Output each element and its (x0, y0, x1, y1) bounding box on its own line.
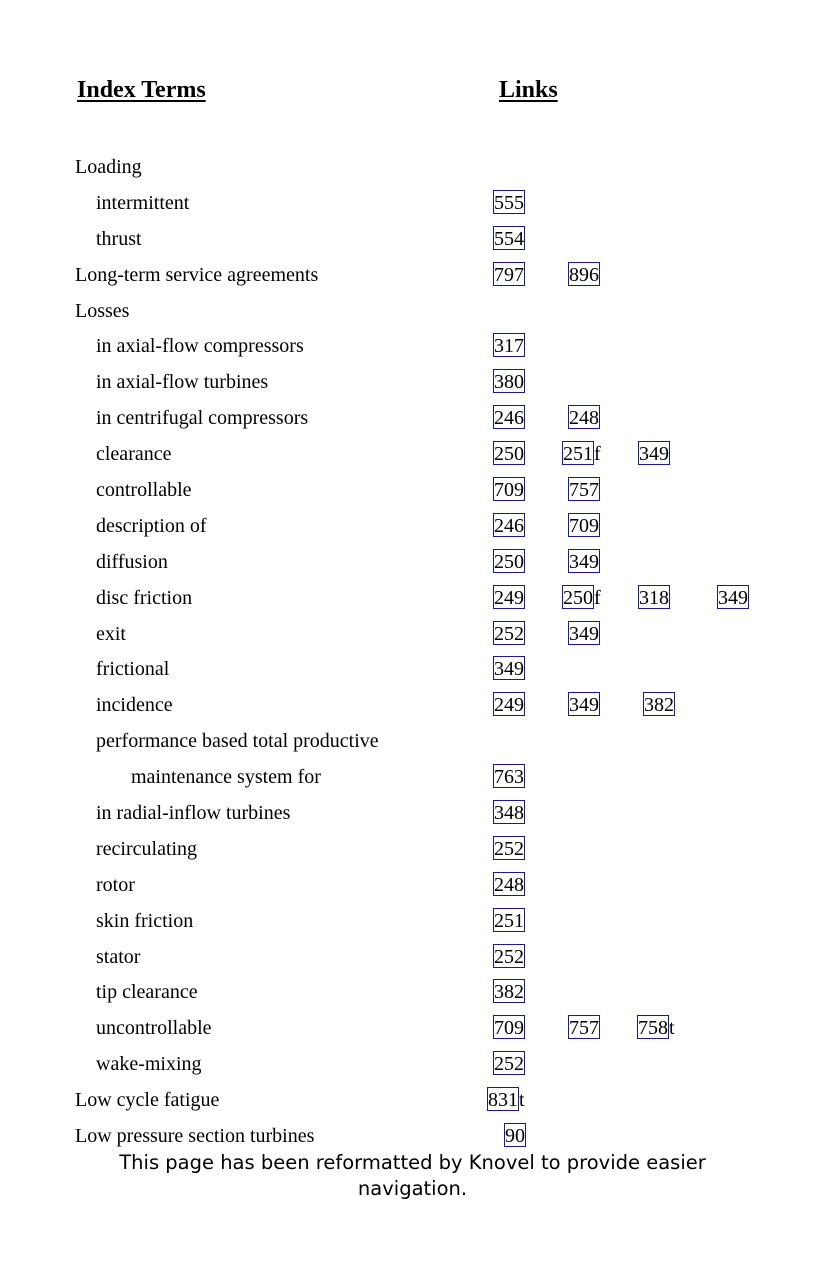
index-entry-row (0, 508, 825, 544)
page-link[interactable] (493, 262, 525, 286)
page-link[interactable] (487, 1087, 525, 1111)
page-link-number[interactable]: 709 (494, 479, 524, 502)
index-term-main: Loading (75, 156, 142, 178)
page-link-number[interactable]: 252 (494, 622, 524, 645)
index-term-sub: intermittent (96, 191, 190, 214)
page-link[interactable] (568, 621, 600, 645)
index-term-sub: disc friction (96, 586, 193, 609)
knovel-footer-note (100, 1150, 725, 1202)
page-link[interactable] (493, 405, 525, 429)
page-link[interactable] (493, 1015, 525, 1039)
index-entry-row (0, 616, 825, 652)
page-link-number[interactable]: 709 (569, 514, 599, 537)
index-term-sub: wake-mixing (96, 1053, 202, 1076)
page-link[interactable] (493, 800, 525, 824)
index-entry-row (0, 257, 825, 293)
page-link[interactable] (493, 979, 525, 1003)
page-link-number[interactable]: 349 (569, 694, 599, 717)
page-link-number[interactable]: 382 (644, 694, 674, 717)
page-link[interactable] (638, 585, 670, 609)
page-link-number[interactable]: 757 (569, 479, 599, 502)
page-link[interactable] (568, 1015, 600, 1039)
page-link-number[interactable]: 896 (569, 263, 599, 286)
links-header: Links (499, 77, 558, 103)
page-link-number[interactable]: 554 (494, 227, 524, 250)
page-link-number[interactable]: 380 (494, 371, 524, 394)
page-link-suffix: t (669, 1017, 675, 1040)
index-term-main: Low cycle fatigue (75, 1089, 220, 1112)
page-link-number[interactable]: 757 (569, 1017, 599, 1040)
index-entry-row (0, 580, 825, 616)
page-link[interactable] (568, 262, 600, 286)
index-entry-row (0, 185, 825, 221)
index-entry-row (0, 903, 825, 939)
index-entry-row (0, 544, 825, 580)
page-link-number[interactable]: 349 (569, 550, 599, 573)
page-link-number[interactable]: 248 (569, 407, 599, 430)
page-link[interactable] (493, 369, 525, 393)
index-term-sub: skin friction (96, 909, 194, 932)
index-term-sub: incidence (96, 694, 173, 717)
page-link-number[interactable]: 758 (638, 1017, 668, 1040)
page-link[interactable] (568, 477, 600, 501)
page-link[interactable] (493, 621, 525, 645)
page-link-suffix: f (594, 586, 601, 609)
page-link-number[interactable]: 246 (494, 514, 524, 537)
page-link-number[interactable]: 249 (494, 694, 524, 717)
page-link-number[interactable]: 797 (494, 263, 524, 286)
page-link-suffix: t (519, 1089, 525, 1112)
index-term-sub: stator (96, 945, 141, 968)
index-term-main: Long-term service agreements (75, 263, 319, 286)
page-link[interactable] (568, 549, 600, 573)
page-link-number[interactable]: 317 (494, 335, 524, 358)
page-link-number[interactable]: 252 (494, 1053, 524, 1076)
page-link-number[interactable]: 348 (494, 802, 524, 825)
index-entry-row (0, 1010, 825, 1046)
index-term-sub: controllable (96, 479, 192, 502)
index-entry-row (0, 293, 825, 329)
index-term-sub: tip clearance (96, 981, 198, 1004)
page-link[interactable] (493, 1051, 525, 1075)
page-link[interactable] (638, 441, 670, 465)
page-link[interactable] (493, 908, 525, 932)
index-entry-row (0, 149, 825, 185)
page-link-number[interactable]: 831 (488, 1089, 518, 1112)
page-link[interactable] (504, 1123, 526, 1147)
page-link-number[interactable]: 248 (494, 873, 524, 896)
index-term-sub: description of (96, 514, 207, 537)
page-link[interactable] (493, 190, 525, 214)
page-link-number[interactable]: 709 (494, 1017, 524, 1040)
index-entry-row (0, 651, 825, 687)
index-entry-row (0, 939, 825, 975)
index-term-sub: maintenance system for (131, 766, 321, 789)
page-link-number[interactable]: 90 (505, 1125, 525, 1148)
page-link[interactable] (562, 441, 601, 465)
index-entry-row (0, 221, 825, 257)
index-term-sub: frictional (96, 658, 170, 681)
page-link[interactable] (493, 549, 525, 573)
index-entry-row (0, 795, 825, 831)
index-term-sub: recirculating (96, 837, 198, 860)
page-link-number[interactable]: 349 (718, 586, 748, 609)
index-entry-row (0, 436, 825, 472)
page-link-suffix: f (594, 443, 601, 466)
page-link[interactable] (493, 477, 525, 501)
index-term-sub: exit (96, 622, 126, 645)
footer-line-2: navigation. (357, 1177, 468, 1200)
page-link[interactable] (717, 585, 749, 609)
page-link-number[interactable]: 252 (494, 945, 524, 968)
index-entry-row (0, 723, 825, 759)
index-entry-row (0, 1046, 825, 1082)
index-entry-row (0, 687, 825, 723)
index-term-sub: in axial-flow turbines (96, 371, 269, 394)
index-entry-row (0, 364, 825, 400)
index-term-sub: in axial-flow compressors (96, 335, 304, 358)
index-term-sub: uncontrollable (96, 1017, 212, 1040)
page-link-number[interactable]: 349 (494, 658, 524, 681)
page-link-number[interactable]: 349 (639, 443, 669, 466)
index-entry-row (0, 472, 825, 508)
page-link-number[interactable]: 246 (494, 407, 524, 430)
page-link[interactable] (493, 333, 525, 357)
footer-line-1: This page has been reformatted by Knovel to provide easier (119, 1151, 706, 1174)
index-entry-row (0, 1082, 825, 1118)
page-link-number[interactable]: 318 (639, 586, 669, 609)
index-entry-row (0, 974, 825, 1010)
page-link-number[interactable]: 249 (494, 586, 524, 609)
page-link-number[interactable]: 382 (494, 981, 524, 1004)
page-link[interactable] (568, 513, 600, 537)
index-terms-header: Index Terms (77, 77, 206, 103)
index-entry-row (0, 867, 825, 903)
page-link[interactable] (493, 226, 525, 250)
index-term-sub: clearance (96, 443, 172, 466)
index-entry-row (0, 328, 825, 364)
index-term-sub: diffusion (96, 550, 168, 573)
index-term-sub: in radial-inflow turbines (96, 802, 291, 825)
page-link[interactable] (493, 944, 525, 968)
page-link[interactable] (493, 836, 525, 860)
page-link[interactable] (568, 692, 600, 716)
page-link-number[interactable]: 349 (569, 622, 599, 645)
index-entry-row (0, 400, 825, 436)
page-link[interactable] (568, 405, 600, 429)
page-link-number[interactable]: 252 (494, 837, 524, 860)
page-link-number[interactable]: 250 (494, 443, 524, 466)
page-link-number[interactable]: 251 (563, 443, 593, 466)
index-term-sub: performance based total productive (96, 730, 379, 753)
index-term-sub: rotor (96, 873, 135, 896)
index-term-main: Low pressure section turbines (75, 1125, 315, 1148)
index-entry-row (0, 759, 825, 795)
index-term-sub: thrust (96, 227, 142, 250)
index-term-sub: in centrifugal compressors (96, 407, 309, 430)
index-term-main: Losses (75, 299, 130, 322)
page-link[interactable] (637, 1015, 675, 1039)
page-link-number[interactable]: 251 (494, 909, 524, 932)
index-entry-row (0, 1118, 825, 1154)
page-link[interactable] (562, 585, 601, 609)
page-link[interactable] (493, 656, 525, 680)
page-link-number[interactable]: 555 (494, 191, 524, 214)
page-link-number[interactable]: 250 (563, 586, 593, 609)
index-entries-list (0, 149, 825, 1154)
page-link[interactable] (493, 692, 525, 716)
page-link-number[interactable]: 250 (494, 550, 524, 573)
page-link[interactable] (493, 585, 525, 609)
index-entry-row (0, 831, 825, 867)
page-link[interactable] (493, 513, 525, 537)
page-link[interactable] (493, 441, 525, 465)
page-link[interactable] (493, 872, 525, 896)
page-link[interactable] (643, 692, 675, 716)
page-link[interactable] (493, 764, 525, 788)
page-link-number[interactable]: 763 (494, 766, 524, 789)
